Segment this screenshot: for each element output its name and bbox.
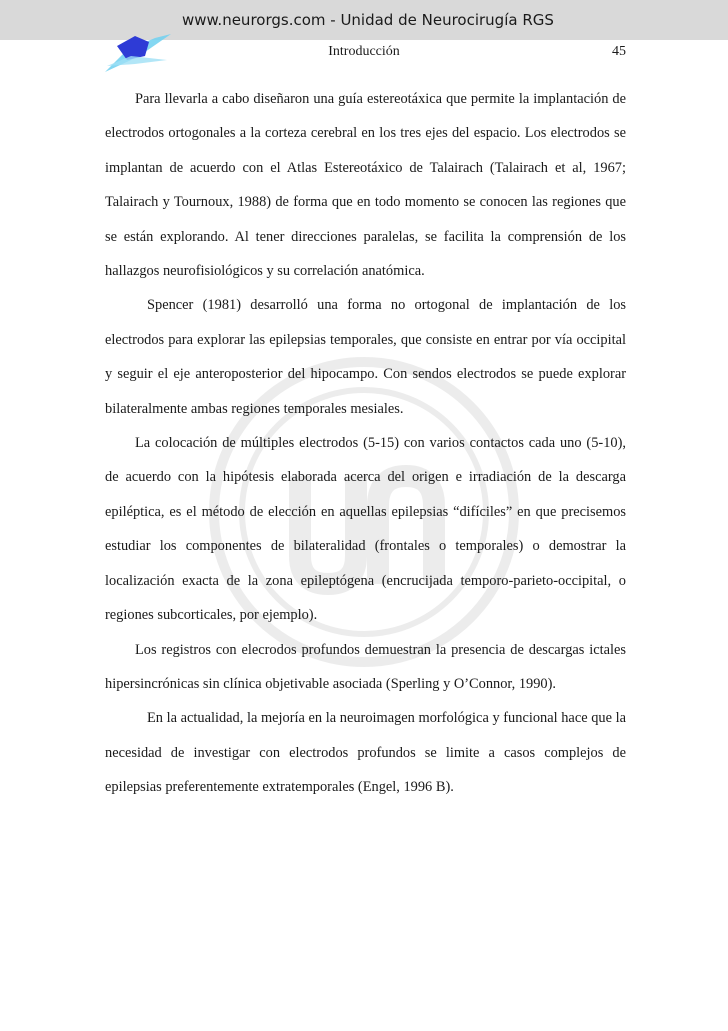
body-text <box>105 82 626 805</box>
page-number: 45 <box>612 44 626 59</box>
site-banner-text: www.neurorgs.com - Unidad de Neurocirugía RGS <box>182 11 554 29</box>
paragraph: Para llevarla a cabo diseñaron una guía estereotáxica que permite la implantación de electrodos ortogonales a la corteza cerebral en los tres ejes del espacio. Los electrodos se implantan de acuerdo con el Atlas Estereotáxico de Talairach (Talairach et al, 1967; Talairach y Tournoux, 1988) de forma que en todo momento se conocen las regiones que se están explorando. Al tener direcciones paralelas, se facilita la comprensión de los hallazgos neurofisiológicos y su correlación anatómica. <box>105 91 626 280</box>
paragraph: Los registros con elecrodos profundos demuestran la presencia de descargas ictales hipersincrónicas sin clínica objetivable asociada (Sperling y O’Connor, 1990). <box>105 641 626 692</box>
paragraph: En la actualidad, la mejoría en la neuroimagen morfológica y funcional hace que la necesidad de investigar con electrodos profundos se limite a casos complejos de epilepsias preferentemente extratemporales (Engel, 1996 B). <box>105 710 626 796</box>
running-title: Introducción <box>328 44 400 59</box>
paragraph: La colocación de múltiples electrodos (5-15) con varios contactos cada uno (5-10), de acuerdo con la hipótesis elaborada acerca del origen e irradiación de la descarga epiléptica, es el método de elección en aquellas epilepsias “difíciles” en que precisemos estudiar los componentes de bilateralidad (frontales o temporales) o demostrar la localización exacta de la zona epileptógena (encrucijada temporo-parieto-occipital, o regiones subcorticales, por ejemplo). <box>105 435 626 624</box>
paragraph: Spencer (1981) desarrolló una forma no ortogonal de implantación de los electrodos para explorar las epilepsias temporales, que consiste en entrar por vía occipital y seguir el eje anteroposterior del hipocampo. Con sendos electrodos se puede explorar bilateralmente ambas regiones temporales mesiales. <box>105 297 626 417</box>
